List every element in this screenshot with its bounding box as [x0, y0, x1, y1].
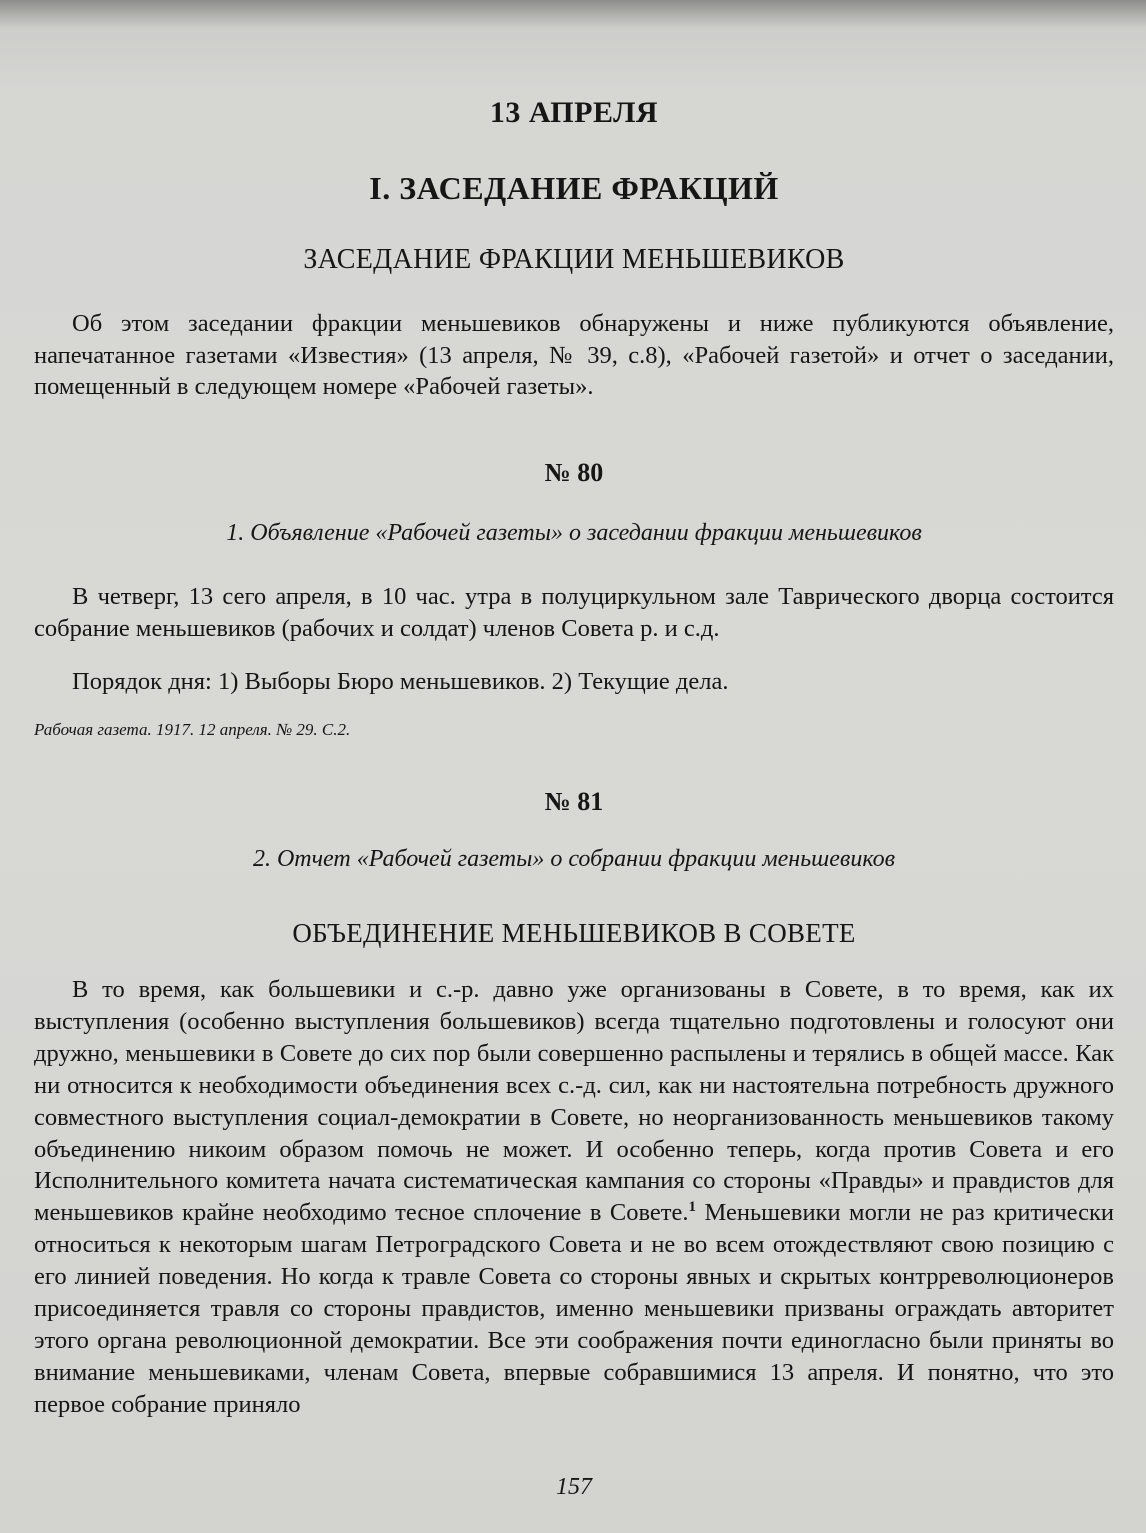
- section-heading: I. ЗАСЕДАНИЕ ФРАКЦИЙ: [369, 170, 779, 206]
- footnote-marker[interactable]: 1: [688, 1199, 697, 1216]
- intro-paragraph: Об этом заседании фракции меньшевиков обнаружены и ниже публикуются объявление, напечатанное газетами «Известия» (13 апреля, № 39, с.8), «Рабочей газетой» и отчет о заседании, помещенный в следующем номере «Рабочей газеты».: [34, 310, 1114, 400]
- article-body: [34, 974, 1114, 1421]
- document-number-80: № 80: [544, 458, 604, 487]
- document-title-81: 2. Отчет «Рабочей газеты» о собрании фракции меньшевиков: [252, 846, 896, 872]
- article-title: ОБЪЕДИНЕНИЕ МЕНЬШЕВИКОВ В СОВЕТЕ: [292, 918, 856, 948]
- subsection-heading: ЗАСЕДАНИЕ ФРАКЦИИ МЕНЬШЕВИКОВ: [303, 244, 845, 275]
- date-heading: 13 АПРЕЛЯ: [489, 96, 659, 129]
- article-body-part2: Меньшевики могли не раз критически относиться к некоторым шагам Петроградского Совета и не во всем отождествляют свою позицию с его линией поведения. Но когда к травле Совета со стороны явных и скрытых контрреволюционеров присоединяется травля со стороны правдистов, именно меньшевики призваны ограждать авторитет этого органа революционной демократии. Все эти соображения почти единогласно были приняты во внимание меньшевиками, членам Совета, впервые собравшимися 13 апреля. И понятно, что это первое собрание приняло: [34, 1199, 1115, 1418]
- source-citation: Рабочая газета. 1917. 12 апреля. № 29. С.2.: [34, 720, 351, 739]
- page-number: 157: [556, 1474, 592, 1500]
- document-number-81: № 81: [544, 787, 604, 816]
- announcement-paragraph: В четверг, 13 сего апреля, в 10 час. утра в полуциркульном зале Таврического дворца состоится собрание меньшевиков (рабочих и солдат) членов Совета р. и с.д.: [34, 583, 1114, 642]
- page-top-edge: [0, 0, 1146, 28]
- document-title-80: 1. Объявление «Рабочей газеты» о заседании фракции меньшевиков: [226, 520, 922, 546]
- article-body-part1: В то время, как большевики и с.-р. давно уже организованы в Совете, в то время, как их выступления (особенно выступления большевиков) всегда тщательно подготовлены и голосуют они дружно, меньшевики в Совете до сих пор были совершенно распылены и терялись в общей массе. Как ни относится к необходимости объединения всех с.-д. сил, как ни настоятельна потребность дружного совместного выступления социал-демократии в Совете, но неорганизованность меньшевиков такому объединению никоим образом помочь не может. И особенно теперь, когда против Совета и его Исполнительного комитета начата систематическая кампания со стороны «Правды» и правдистов для меньшевиков крайне необходимо тесное сплочение в Совете.: [34, 976, 1114, 1227]
- agenda-paragraph: Порядок дня: 1) Выборы Бюро меньшевиков. 2) Текущие дела.: [72, 668, 729, 695]
